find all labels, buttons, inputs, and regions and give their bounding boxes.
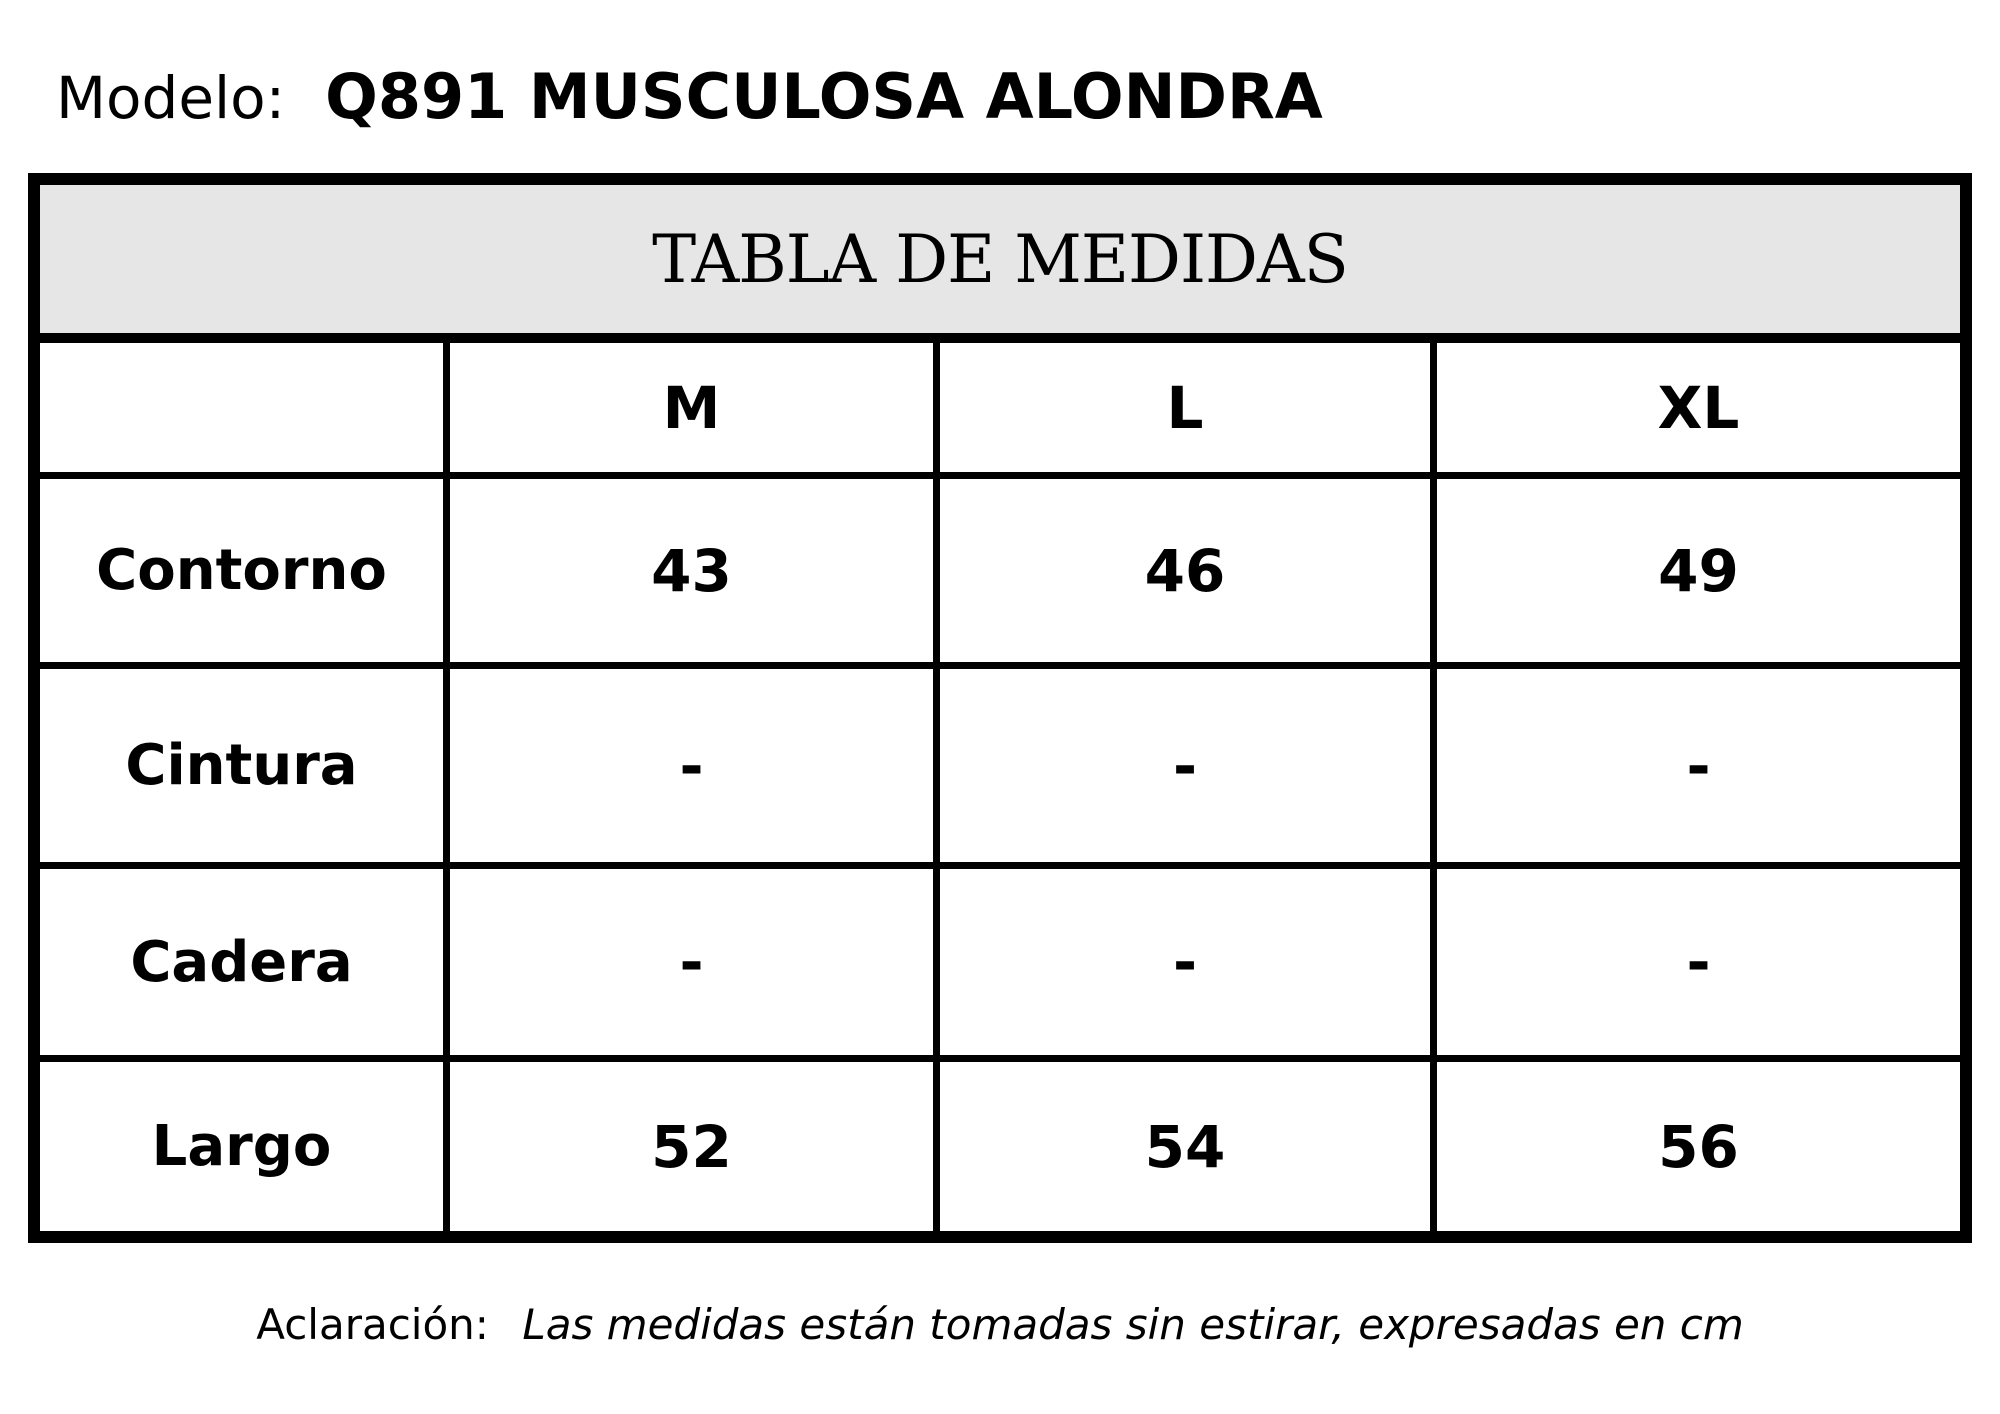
contorno-xl: 49 <box>1437 479 1960 669</box>
table-title: TABLA DE MEDIDAS <box>652 220 1348 298</box>
cintura-l: - <box>940 669 1437 869</box>
largo-xl: 56 <box>1658 1112 1739 1181</box>
size-table <box>28 173 1972 1243</box>
model-label: Modelo: <box>56 64 286 132</box>
corner-cell <box>40 343 450 479</box>
row-label-contorno: Contorno <box>40 479 450 669</box>
contorno-l: 46 <box>940 479 1437 669</box>
note-label: Aclaración: <box>256 1300 489 1349</box>
largo-l: 54 <box>940 1062 1437 1231</box>
cadera-xl: - <box>1437 869 1960 1062</box>
row-label-largo: Largo <box>40 1062 450 1231</box>
row-label-cintura: Cintura <box>40 669 450 869</box>
model-heading <box>56 60 1323 150</box>
largo-m: 52 <box>450 1062 940 1231</box>
footer-note <box>0 1300 2000 1349</box>
row-label-cadera: Cadera <box>40 869 450 1062</box>
size-header-xl: XL <box>1437 343 1960 479</box>
size-grid <box>40 343 1960 1231</box>
table-title-bar <box>40 185 1960 343</box>
note-text: Las medidas están tomadas sin estirar, expresadas en cm <box>522 1300 1744 1349</box>
size-header-m: M <box>450 343 940 479</box>
contorno-m: 43 <box>450 479 940 669</box>
cadera-l: - <box>940 869 1437 1062</box>
cintura-xl: - <box>1437 669 1960 869</box>
size-header-l: L <box>940 343 1437 479</box>
model-name: Q891 MUSCULOSA ALONDRA <box>325 60 1323 133</box>
cintura-m: - <box>450 669 940 869</box>
cadera-m: - <box>450 869 940 1062</box>
